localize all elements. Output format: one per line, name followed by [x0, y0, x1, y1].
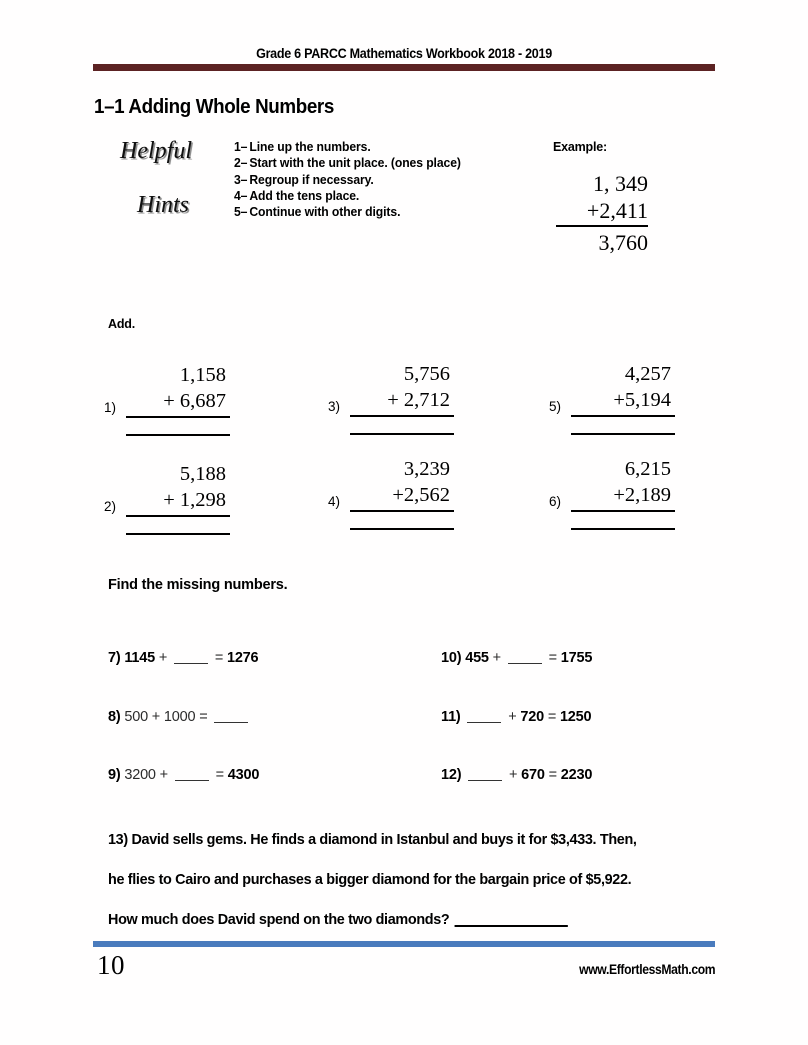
operand-c: 1276: [226, 650, 259, 666]
plus-operator: +: [509, 767, 518, 783]
page-title: 1–1 Adding Whole Numbers: [94, 96, 334, 118]
helpful-hints-word-2: Hints: [137, 192, 190, 218]
operand-c: 1250: [559, 709, 592, 725]
helpful-hints-word-1: Helpful: [120, 138, 192, 164]
operand-b: 1000: [163, 709, 196, 725]
answer-blank[interactable]: [175, 780, 209, 781]
answer-blank[interactable]: [174, 663, 208, 664]
answer-blank-line[interactable]: [350, 528, 454, 530]
hint-item: [234, 139, 461, 155]
operand-c: 4300: [227, 767, 260, 783]
word-problem-line-3: [108, 900, 713, 940]
equals-operator: =: [548, 767, 557, 783]
answer-blank-line[interactable]: [126, 434, 230, 436]
addend-bottom: +2,562: [350, 482, 454, 512]
problem-stack: [350, 361, 454, 435]
answer-blank-line[interactable]: [571, 433, 675, 435]
addend-bottom: + 1,298: [126, 487, 230, 517]
missing-item-12[interactable]: [441, 767, 592, 783]
page-header-title: Grade 6 PARCC Mathematics Workbook 2018 - 2019: [256, 46, 552, 61]
item-number: 8): [108, 709, 121, 725]
answer-blank[interactable]: [468, 780, 502, 781]
problem-stack: [126, 461, 230, 535]
example-addend-2: +2,411: [556, 197, 648, 227]
hint-item: [234, 204, 461, 220]
answer-blank-line[interactable]: [350, 433, 454, 435]
problem-stack: [350, 456, 454, 530]
plus-operator: +: [151, 709, 161, 725]
item-number: 10): [441, 650, 462, 666]
website-url: www.EffortlessMath.com: [578, 962, 715, 977]
example-addend-1: 1, 349: [593, 171, 648, 196]
problem-number: 1): [104, 400, 117, 415]
hint-number: 1–: [234, 140, 248, 154]
example-calculation: [556, 170, 648, 256]
missing-item-9[interactable]: [108, 767, 259, 783]
addend-top: 5,756: [403, 363, 450, 385]
plus-operator: +: [508, 709, 517, 725]
addend-bottom: +2,189: [571, 482, 675, 512]
answer-blank[interactable]: [454, 925, 567, 927]
example-sum-value: 3,760: [598, 230, 648, 255]
equals-operator: =: [215, 767, 224, 783]
problem-number: 5): [549, 399, 562, 414]
hint-text: Regroup if necessary.: [249, 172, 374, 187]
equals-operator: =: [547, 709, 557, 725]
hint-number: 4–: [234, 188, 248, 203]
addend-bottom: + 2,712: [350, 387, 454, 417]
operand-a: 1145: [124, 650, 156, 666]
missing-item-11[interactable]: [441, 709, 591, 725]
operand-a: 455: [465, 650, 489, 666]
answer-blank-line[interactable]: [571, 528, 675, 530]
plus-operator: +: [159, 767, 168, 783]
addend-top: 5,188: [179, 463, 226, 485]
equals-operator: =: [548, 650, 557, 666]
operand-c: 1755: [560, 650, 593, 666]
footer-divider: [93, 941, 715, 947]
problem-stack: [126, 362, 230, 436]
item-number: 12): [441, 767, 462, 783]
operand-a: 3200: [124, 767, 156, 783]
operand-a: 500: [124, 709, 148, 725]
plus-operator: +: [492, 650, 501, 666]
problem-number: 2): [104, 499, 117, 514]
operand-b: 720: [520, 709, 544, 725]
answer-blank[interactable]: [214, 722, 248, 723]
problem-number: 3): [328, 399, 341, 414]
hint-text: Add the tens place.: [249, 188, 360, 203]
problem-stack: [571, 456, 675, 530]
addend-top: 4,257: [624, 363, 671, 385]
hint-number: 5–: [234, 205, 248, 220]
header-divider: [93, 64, 715, 71]
addend-bottom: +5,194: [571, 387, 675, 417]
addend-top: 3,239: [403, 458, 450, 480]
addend-top: 6,215: [624, 458, 671, 480]
hint-text: Line up the numbers.: [249, 140, 371, 154]
example-label: Example:: [553, 140, 607, 154]
word-problem-line-1: 13) David sells gems. He finds a diamond in Istanbul and buys it for $3,433. Then,: [108, 831, 637, 848]
problem-number: 6): [549, 494, 562, 509]
equals-operator: =: [214, 650, 224, 666]
addend-top: 1,158: [179, 364, 226, 386]
word-problem-question: How much does David spend on the two diamonds?: [108, 911, 450, 928]
answer-blank[interactable]: [467, 722, 501, 723]
problem-stack: [571, 361, 675, 435]
answer-blank-line[interactable]: [126, 533, 230, 535]
missing-item-8[interactable]: [108, 709, 251, 725]
missing-item-10[interactable]: [441, 650, 592, 666]
operand-c: 2230: [560, 767, 593, 783]
hint-number: 2–: [234, 156, 248, 171]
hint-item: [234, 155, 461, 171]
operand-b: 670: [521, 767, 545, 783]
word-problem-line-2: he flies to Cairo and purchases a bigger diamond for the bargain price of $5,922.: [108, 871, 632, 888]
plus-operator: +: [158, 650, 168, 666]
equals-operator: =: [199, 709, 208, 725]
answer-blank[interactable]: [508, 663, 542, 664]
item-number: 7): [108, 650, 121, 666]
missing-numbers-instruction: Find the missing numbers.: [108, 577, 288, 593]
problem-number: 4): [328, 494, 341, 509]
item-number: 11): [441, 709, 461, 725]
page-number: 10: [97, 950, 125, 980]
add-instruction-label: Add.: [108, 317, 135, 331]
hint-item: [234, 172, 461, 188]
hint-item: [234, 188, 461, 204]
item-number: 9): [108, 767, 121, 783]
hint-text: Continue with other digits.: [249, 205, 401, 220]
addend-bottom: + 6,687: [126, 388, 230, 418]
hint-number: 3–: [234, 172, 248, 187]
hint-text: Start with the unit place. (ones place): [249, 156, 461, 171]
missing-item-7[interactable]: [108, 650, 258, 666]
hints-list: [234, 139, 461, 220]
word-problem-13[interactable]: [108, 820, 713, 940]
